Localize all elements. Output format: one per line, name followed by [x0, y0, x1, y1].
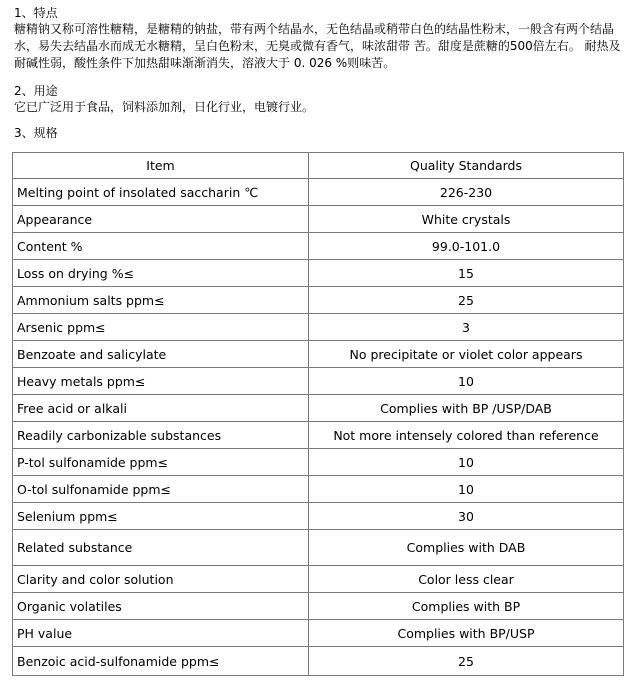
uses-paragraph: 它已广泛用于食品，饲料添加剂，日化行业，电镀行业。 [14, 100, 315, 114]
item-cell: PH value [13, 620, 309, 647]
section-heading-uses: 2、用途 [14, 84, 58, 98]
standard-cell: Complies with BP [309, 593, 624, 620]
item-cell: Ammonium salts ppm≤ [13, 287, 309, 314]
item-cell: Organic volatiles [13, 593, 309, 620]
table-row [13, 341, 624, 368]
table-row [13, 233, 624, 260]
standard-cell: 25 [309, 647, 624, 676]
table-header-row [13, 153, 624, 179]
standard-cell: 15 [309, 260, 624, 287]
table-row [13, 476, 624, 503]
table-row [13, 503, 624, 530]
table-row [13, 287, 624, 314]
item-cell: O-tol sulfonamide ppm≤ [13, 476, 309, 503]
standard-cell: 226-230 [309, 179, 624, 206]
item-cell: Free acid or alkali [13, 395, 309, 422]
standard-cell: White crystals [309, 206, 624, 233]
standard-cell: No precipitate or violet color appears [309, 341, 624, 368]
standard-cell: 10 [309, 476, 624, 503]
table-row [13, 368, 624, 395]
specification-table [12, 152, 624, 676]
table-row [13, 647, 624, 676]
item-cell: Appearance [13, 206, 309, 233]
item-cell: Arsenic ppm≤ [13, 314, 309, 341]
standard-cell: 10 [309, 368, 624, 395]
item-cell: Melting point of insolated saccharin ℃ [13, 179, 309, 206]
standard-cell: Complies with BP /USP/DAB [309, 395, 624, 422]
table-row [13, 566, 624, 593]
standard-cell: Complies with BP/USP [309, 620, 624, 647]
item-cell: Loss on drying %≤ [13, 260, 309, 287]
table-row [13, 206, 624, 233]
item-cell: Heavy metals ppm≤ [13, 368, 309, 395]
item-cell: Benzoic acid-sulfonamide ppm≤ [13, 647, 309, 676]
standard-cell: Not more intensely colored than reference [309, 422, 624, 449]
standard-cell: 3 [309, 314, 624, 341]
section-heading-features: 1、特点 [14, 6, 58, 20]
item-cell: Benzoate and salicylate [13, 341, 309, 368]
table-row [13, 530, 624, 566]
item-cell: Clarity and color solution [13, 566, 309, 593]
features-paragraph: 糖精钠又称可溶性糖精，是糖精的钠盐，带有两个结晶水，无色结晶或稍带白色的结晶性粉末，一般含有两个结晶水，易失去结晶水而成无水糖精，呈白色粉末，无臭或微有香气，味浓甜带 苦。甜度是蔗糖的500倍左右。 耐热及耐碱性弱，酸性条件下加热甜味渐渐消失，溶液大于 0. 026 %则味苦。 [14, 22, 621, 70]
table-row [13, 620, 624, 647]
table-row [13, 260, 624, 287]
column-header-quality-standards: Quality Standards [309, 153, 624, 179]
column-header-item: Item [13, 153, 309, 179]
standard-cell: 10 [309, 449, 624, 476]
table-row [13, 593, 624, 620]
table-row [13, 314, 624, 341]
table-row [13, 422, 624, 449]
standard-cell: 30 [309, 503, 624, 530]
item-cell: Content % [13, 233, 309, 260]
standard-cell: 25 [309, 287, 624, 314]
item-cell: Selenium ppm≤ [13, 503, 309, 530]
item-cell: P-tol sulfonamide ppm≤ [13, 449, 309, 476]
section-heading-spec: 3、规格 [14, 126, 58, 140]
item-cell: Readily carbonizable substances [13, 422, 309, 449]
table-row [13, 449, 624, 476]
item-cell: Related substance [13, 530, 309, 566]
standard-cell: 99.0-101.0 [309, 233, 624, 260]
standard-cell: Color less clear [309, 566, 624, 593]
standard-cell: Complies with DAB [309, 530, 624, 566]
table-row [13, 179, 624, 206]
table-row [13, 395, 624, 422]
